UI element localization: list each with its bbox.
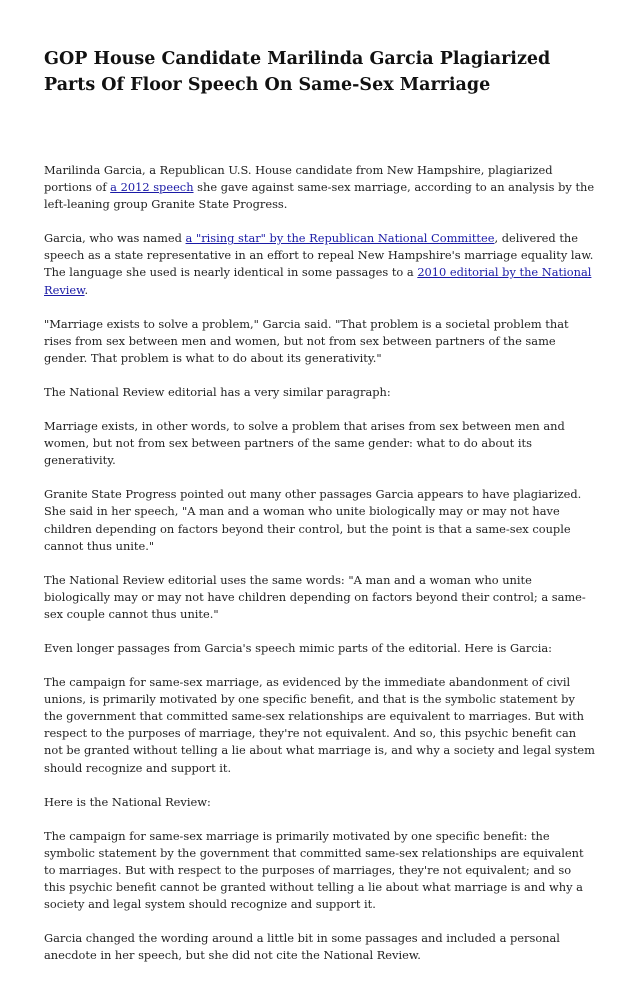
- paragraph-6: Granite State Progress pointed out many other passages Garcia appears to have plagiarized. She said in her speech, "A man and a woman who unite biologically may or may not have children depending on factors beyond their control, but the point is that a same-sex couple cannot thus unite.": [44, 487, 582, 553]
- paragraph-1-text-after: she gave against same-sex marriage, according to an analysis by the left-leaning group Granite State Progress.: [44, 180, 595, 212]
- article-body: [44, 162, 596, 964]
- article-title: GOP House Candidate Marilinda Garcia Plagiarized Parts Of Floor Speech On Same-Sex Marriage: [44, 49, 551, 95]
- paragraph-2-text-after: .: [84, 282, 89, 297]
- document-page: [44, 46, 596, 981]
- paragraph-1: [44, 162, 596, 213]
- paragraph-1-text-before: Marilinda Garcia, a Republican U.S. House candidate from New Hampshire, plagiarized portions of: [44, 163, 553, 195]
- paragraph-5: Marriage exists, in other words, to solve a problem that arises from sex between men and women, but not from sex between partners of the same gender: what to do about its generativity.: [44, 419, 565, 468]
- paragraph-7: The National Review editorial uses the same words: "A man and a woman who unite biologically may or may not have children depending on factors beyond their control; a same-sex couple cannot thus unite.": [44, 572, 586, 621]
- paragraph-3: "Marriage exists to solve a problem," Garcia said. "That problem is a societal problem that rises from sex between men and women, but not from sex between partners of the same gender. That problem is what to do about its generativity.": [44, 316, 569, 365]
- paragraph-9: The campaign for same-sex marriage, as evidenced by the immediate abandonment of civil unions, is primarily motivated by one specific benefit, and that is the symbolic statement by the government that committed same-sex relationships are equivalent to marriages. But with respect to the purposes of marriage, they're not equivalent. And so, this psychic benefit can not be granted without telling a lie about what marriage is, and why a society and legal system should recognize and support it.: [44, 675, 595, 775]
- link-rising-star-rnc[interactable]: a "rising star" by the Republican National Committee: [185, 231, 495, 246]
- paragraph-8: Even longer passages from Garcia's speech mimic parts of the editorial. Here is Garcia:: [44, 640, 552, 655]
- paragraph-2-text-middle: , delivered the speech as a state representative in an effort to repeal New Hampshire's marriage equality law. The language she used is nearly identical in some passages to a: [44, 231, 594, 280]
- paragraph-12: Garcia changed the wording around a little bit in some passages and included a personal anecdote in her speech, but she did not cite the National Review.: [44, 931, 560, 963]
- link-national-review-editorial[interactable]: 2010 editorial by the National Review: [44, 265, 592, 297]
- paragraph-2: [44, 230, 596, 298]
- paragraph-2-text-before: Garcia, who was named: [44, 231, 186, 246]
- paragraph-10: Here is the National Review:: [44, 794, 211, 809]
- paragraph-11: The campaign for same-sex marriage is primarily motivated by one specific benefit: the symbolic statement by the government that committed same-sex relationships are equivalent to marriages. But with respect to the purposes of marriages, they're not equivalent; and so this psychic benefit cannot be granted without telling a lie about what marriage is and why a society and legal system should recognize and support it.: [44, 828, 584, 912]
- paragraph-4: The National Review editorial has a very similar paragraph:: [44, 384, 391, 399]
- link-2012-speech[interactable]: a 2012 speech: [110, 180, 194, 195]
